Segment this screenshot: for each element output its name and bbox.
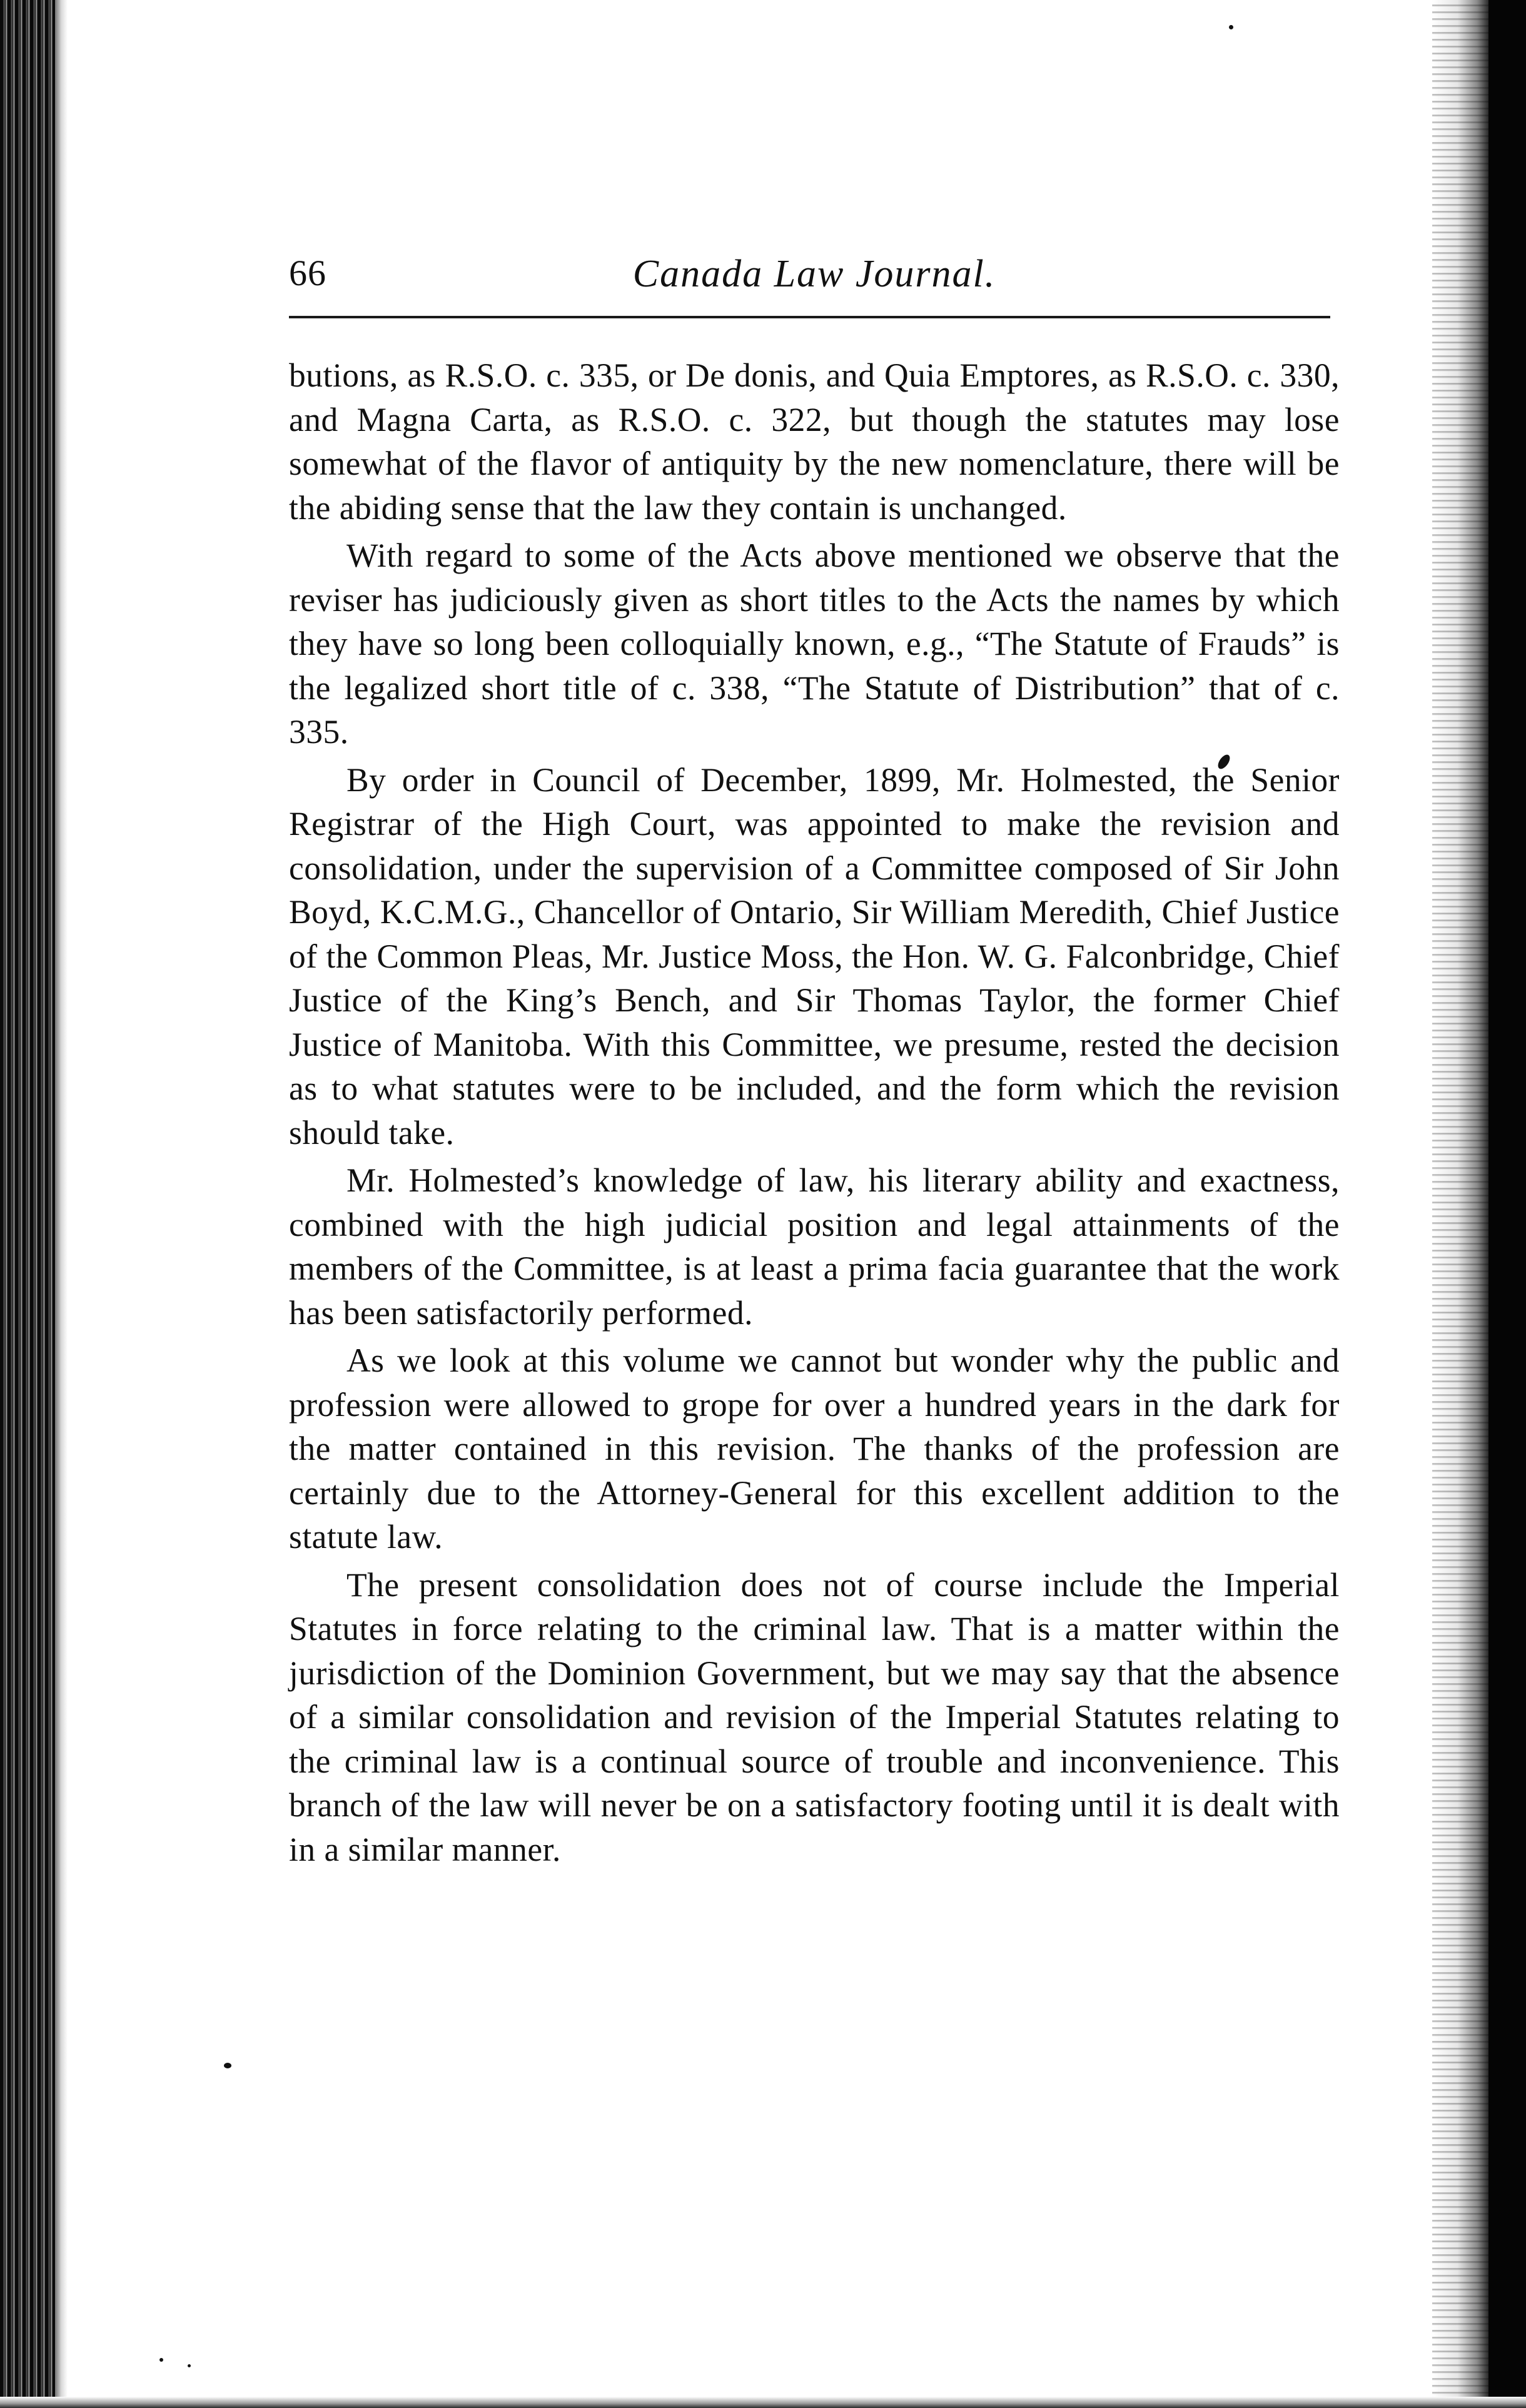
paragraph-holmested: Mr. Holmested’s knowledge of law, his literary ability and exactness, combined with the high judicial position and legal attainments of the members of the Committee, is at least a prima facia guarantee that the work has been satisfactorily performed. xyxy=(289,1161,1340,1332)
ink-speck xyxy=(224,2063,231,2068)
ink-speck xyxy=(159,2358,163,2362)
paragraph-order-in-council: By order in Council of December, 1899, Mr. Holmested, the Senior Registrar of the High Court, was appointed to make the revision and consolidation, under the supervision of a Committee composed of Sir John Boyd, K.C.M.G., Chancellor of Ontario, Sir William Meredith, Chief Justice of the Common Pleas, Mr. Justice Moss, the Hon. W. G. Falconbridge, Chief Justice of the King’s Bench, and Sir Thomas Taylor, the former Chief Justice of Manitoba. With this Committee, we presume, rested the decision as to what statutes were to be included, and the form which the revision should take. xyxy=(289,761,1340,1151)
ink-speck xyxy=(1229,25,1233,29)
paragraph-short-titles: With regard to some of the Acts above mentioned we observe that the reviser has judiciously given as short titles to the Acts the names by which they have so long been colloquially known, e.g., “The Statute of Frauds” is the legalized short title of c. 338, “The Statute of Distribution” that of c. 335. xyxy=(289,537,1340,751)
scan-border-bottom xyxy=(0,2397,1526,2408)
ink-speck xyxy=(188,2364,191,2367)
page-number: 66 xyxy=(289,253,326,293)
header-rule xyxy=(289,316,1330,318)
journal-title: Canada Law Journal. xyxy=(632,253,996,295)
paragraph-volume: As we look at this volume we cannot but wonder why the public and profession were allowed to grope for over a hundred years in the dark for the matter contained in this revision. The thanks of the profession are certainly due to the Attorney-General for this excellent addition to the statute law. xyxy=(289,1342,1340,1556)
paragraph-continuation: butions, as R.S.O. c. 335, or De donis, and Quia Emptores, as R.S.O. c. 330, and Magna Carta, as R.S.O. c. 322, but though the statutes may lose somewhat of the flavor of antiquity by the new nomenclature, there will be the abiding sense that the law they contain is unchanged. xyxy=(289,357,1340,527)
page-edge-shadow xyxy=(1432,0,1488,2408)
running-head xyxy=(289,247,1340,316)
book-binding-edge xyxy=(0,0,55,2408)
scan-border-right xyxy=(1488,0,1526,2408)
book-page xyxy=(289,247,1340,1868)
binding-shadow xyxy=(55,0,68,2408)
body-text xyxy=(289,353,1340,1875)
paragraph-criminal-law: The present consolidation does not of course include the Imperial Statutes in force relating to the criminal law. That is a matter within the jurisdiction of the Dominion Government, but we may say that the absence of a similar consolidation and revision of the Imperial Statutes relating to the criminal law is a continual source of trouble and inconvenience. This branch of the law will never be on a satisfactory footing until it is dealt with in a similar manner. xyxy=(289,1566,1340,1868)
